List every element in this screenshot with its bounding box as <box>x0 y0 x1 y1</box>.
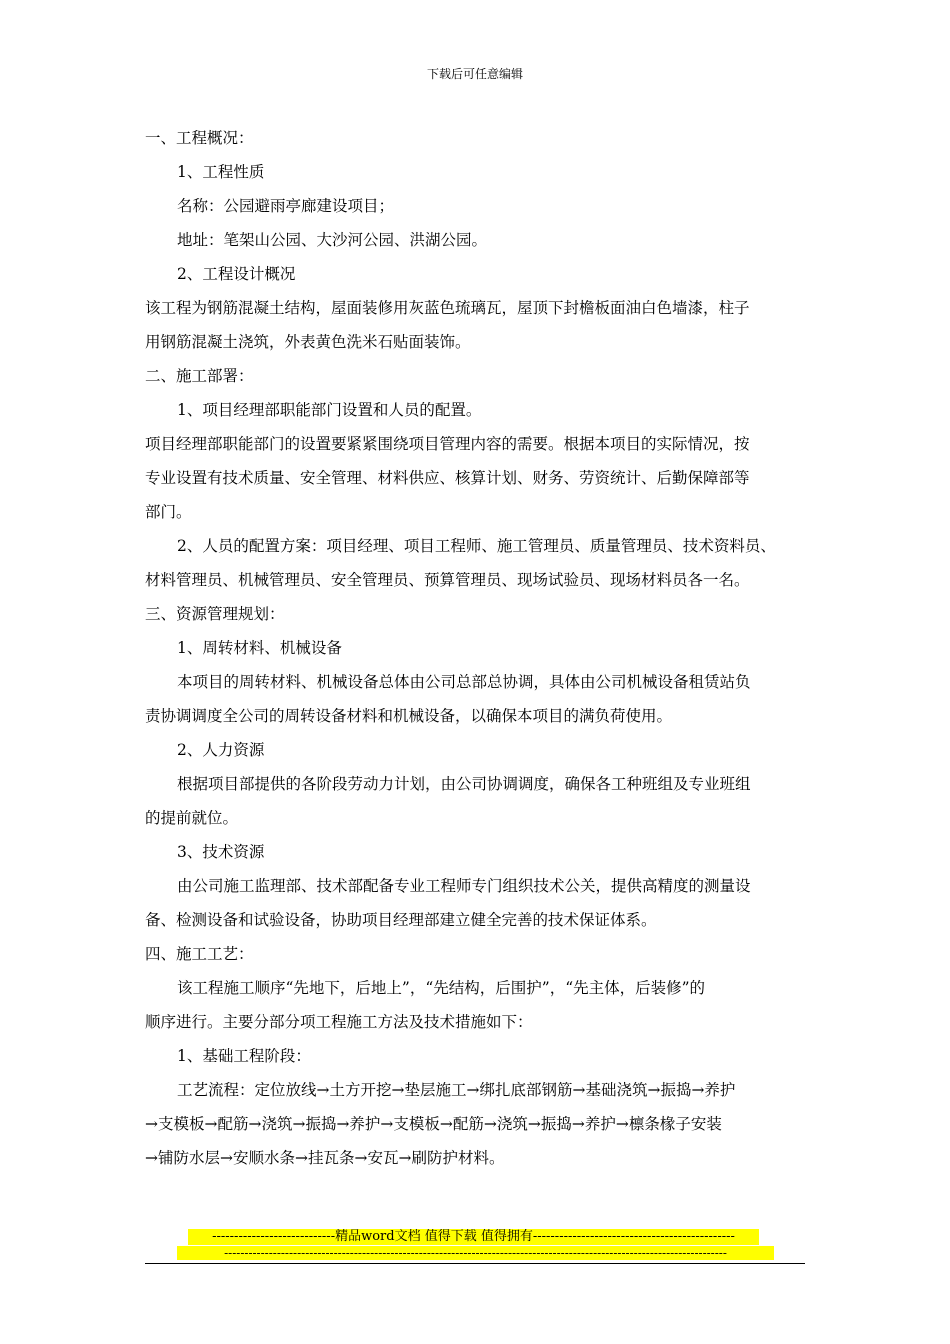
paragraph-line: 材料管理员、机械管理员、安全管理员、预算管理员、现场试验员、现场材料员各一名。 <box>145 571 750 589</box>
section-heading-construction-process: 四、施工工艺： <box>145 945 254 963</box>
paragraph-line: 2、人员的配置方案：项目经理、项目工程师、施工管理员、质量管理员、技术资料员、 <box>177 537 776 555</box>
paragraph-line: 名称：公园避雨亭廊建设项目； <box>177 197 395 215</box>
document-body <box>145 121 805 1175</box>
paragraph-line: 地址：笔架山公园、大沙河公园、洪湖公园。 <box>177 231 488 249</box>
paragraph-line: →铺防水层→安顺水条→挂瓦条→安瓦→刷防护材料。 <box>145 1149 505 1167</box>
footer-rule <box>145 1263 805 1264</box>
paragraph-line: 工艺流程：定位放线→土方开挖→垫层施工→绑扎底部钢筋→基础浇筑→振捣→养护 <box>177 1081 736 1099</box>
paragraph-line: 由公司施工监理部、技术部配备专业工程师专门组织技术公关，提供高精度的测量设 <box>177 877 751 895</box>
paragraph-line: 本项目的周转材料、机械设备总体由公司总部总协调，具体由公司机械设备租赁站负 <box>177 673 751 691</box>
section-heading-resources: 三、资源管理规划： <box>145 605 285 623</box>
paragraph-line: 用钢筋混凝土浇筑，外表黄色洗米石贴面装饰。 <box>145 333 471 351</box>
paragraph-line: 该工程施工顺序“先地下，后地上”，“先结构，后围护”，“先主体，后装修”的 <box>177 979 706 997</box>
paragraph-line: →支模板→配筋→浇筑→振捣→养护→支模板→配筋→浇筑→振捣→养护→檩条椽子安装 <box>145 1115 722 1133</box>
paragraph-line: 责协调调度全公司的周转设备材料和机械设备，以确保本项目的满负荷使用。 <box>145 707 673 725</box>
paragraph-line: 顺序进行。主要分部分项工程施工方法及技术措施如下： <box>145 1013 533 1031</box>
subheading-department-setup: 1、项目经理部职能部门设置和人员的配置。 <box>177 401 482 419</box>
paragraph-line: 备、检测设备和试验设备，协助项目经理部建立健全完善的技术保证体系。 <box>145 911 657 929</box>
footer-highlight-text: ----------------------------精品word文档 值得下载 值得拥有---------------------------------------------- <box>188 1229 759 1245</box>
page-header-note: 下载后可任意编辑 <box>426 67 523 81</box>
paragraph-line: 该工程为钢筋混凝土结构，屋面装修用灰蓝色琉璃瓦，屋顶下封檐板面油白色墙漆，柱子 <box>145 299 750 317</box>
paragraph-line: 项目经理部职能部门的设置要紧紧围绕项目管理内容的需要。根据本项目的实际情况，按 <box>145 435 750 453</box>
subheading-foundation-stage: 1、基础工程阶段： <box>177 1047 311 1065</box>
section-heading-deployment: 二、施工部署： <box>145 367 254 385</box>
section-heading-overview: 一、工程概况： <box>145 129 254 147</box>
paragraph-line: 根据项目部提供的各阶段劳动力计划，由公司协调调度，确保各工种班组及专业班组 <box>177 775 751 793</box>
subheading-project-nature: 1、工程性质 <box>177 163 265 181</box>
subheading-design-overview: 2、工程设计概况 <box>177 265 296 283</box>
footer-highlight-dashes: ---------------------------------------------------------------------------------------------------------------------------- <box>177 1246 774 1260</box>
paragraph-line: 专业设置有技术质量、安全管理、材料供应、核算计划、财务、劳资统计、后勤保障部等 <box>145 469 750 487</box>
paragraph-line: 部门。 <box>145 503 192 521</box>
subheading-materials-equipment: 1、周转材料、机械设备 <box>177 639 342 657</box>
subheading-technical-resources: 3、技术资源 <box>177 843 265 861</box>
paragraph-line: 的提前就位。 <box>145 809 239 827</box>
subheading-human-resources: 2、人力资源 <box>177 741 265 759</box>
